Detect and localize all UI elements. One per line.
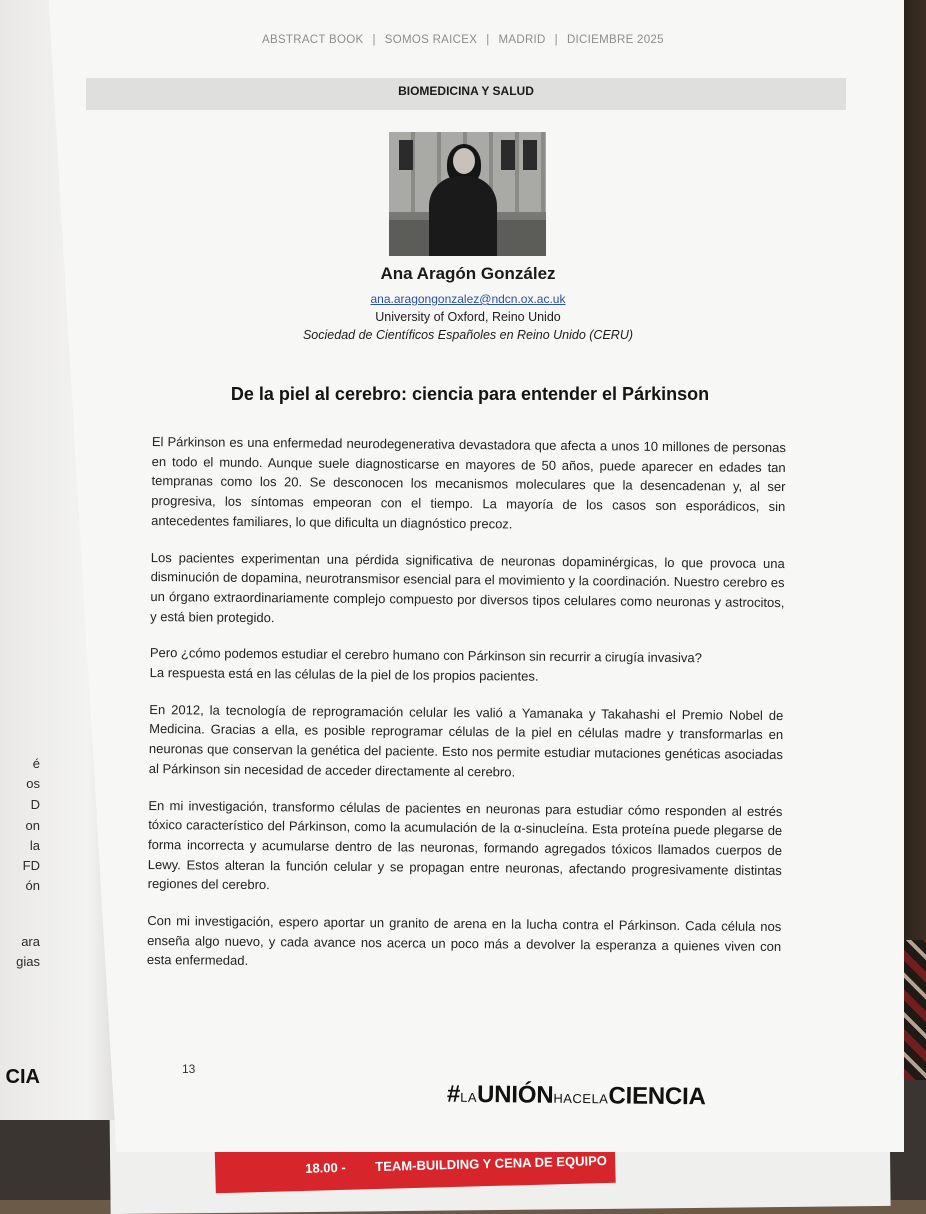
author-institution: University of Oxford, Reino Unido: [375, 310, 561, 324]
header-item: SOMOS RAICEX: [384, 34, 478, 46]
article-paragraph: En 2012, la tecnología de reprogramación celular les valió a Yamanaka y Takahashi el Premio Nobel de Medicina. Gracias a ella, es posible reprogramar células de la piel en células madre y transformarlas en neuronas que conservan la genética del paciente. Esto nos permite estudiar mutaciones genéticas asociadas al Párkinson sin necesidad de acceder directamente al cerebro.: [148, 701, 784, 780]
photo-window: [399, 140, 413, 170]
author-email-link[interactable]: ana.aragongonzalez@ndcn.ox.ac.uk: [370, 292, 566, 306]
photo-window: [501, 140, 515, 170]
header-item: DICIEMBRE 2025: [566, 34, 664, 46]
left-page-fragment: ón: [25, 878, 40, 893]
left-page-fragment: FD: [22, 858, 40, 873]
section-title: BIOMEDICINA Y SALUD: [398, 84, 534, 98]
article-paragraph: La respuesta está en las células de la piel de los propios pacientes.: [149, 665, 539, 684]
left-page-fragment: la: [29, 838, 40, 853]
left-page-hashtag-fragment: CIA: [5, 1066, 40, 1088]
hashtag-hace: HACE: [553, 1090, 592, 1107]
left-page-fragment: gias: [16, 954, 40, 969]
article-title: De la piel al cerebro: ciencia para entender el Párkinson: [230, 384, 710, 404]
header-item: MADRID: [498, 34, 546, 46]
author-name: Ana Aragón González: [380, 264, 556, 283]
header-item: ABSTRACT BOOK: [262, 34, 364, 46]
header-separator: |: [372, 34, 376, 46]
hashtag-ciencia: CIENCIA: [608, 1082, 706, 1111]
article-paragraph: Pero ¿cómo podemos estudiar el cerebro humano con Párkinson sin recurrir a cirugía invasiva?: [149, 645, 702, 666]
hashtag-logo: [447, 1081, 706, 1112]
photo-person-body: [429, 176, 497, 256]
photo-person-face: [453, 148, 475, 174]
article-body: [147, 432, 786, 993]
article-paragraph: Los pacientes experimentan una pérdida significativa de neuronas dopaminérgicas, lo que provoca una disminución de dopamina, neurotransmisor esencial para el movimiento y la coordinación. Nuestro cerebro es un órgano extraordinariamente complejo compuesto por diversos tipos celulares como neuronas y astrocitos, y está bien protegido.: [150, 549, 785, 625]
left-page-fragment: ara: [21, 934, 40, 949]
hashtag-hash: #: [446, 1080, 461, 1108]
schedule-event: TEAM-BUILDING Y CENA DE EQUIPO: [375, 1152, 608, 1175]
header-separator: |: [554, 34, 558, 46]
running-header: [262, 34, 672, 46]
hashtag-la: LA: [591, 1091, 609, 1107]
hashtag-la: LA: [460, 1089, 478, 1105]
left-page-fragment: é: [32, 756, 40, 771]
author-photo: [389, 132, 546, 256]
schedule-time: 18.00 -: [305, 1159, 346, 1176]
author-society: Sociedad de Científicos Españoles en Reino Unido (CERU): [302, 328, 634, 342]
page-number: 13: [182, 1062, 196, 1076]
left-page-fragment: on: [25, 818, 40, 833]
article-paragraph: Con mi investigación, espero aportar un granito de arena en la lucha contra el Párkinson. Cada célula nos enseña algo nuevo, y cada avance nos acerca un poco más a devolver la esperanza a quienes viven con esta enfermedad.: [146, 913, 782, 969]
photo-window: [523, 140, 537, 170]
article-paragraph: En mi investigación, transformo células de pacientes en neuronas para estudiar cómo responden al estrés tóxico característico del Párkinson, como la acumulación de la α-sinucleína. Esta proteína puede plegarse de forma incorrecta y acumularse dentro de las neuronas, formando agregados tóxicos llamados cuerpos de Lewy. Estos alteran la función celular y se propagan entre neuronas, afectando progresivamente distintas regiones del cerebro.: [147, 797, 783, 893]
hashtag-union: UNIÓN: [476, 1080, 554, 1109]
article-paragraph: El Párkinson es una enfermedad neurodegenerativa devastadora que afecta a unos 10 millones de personas en todo el mundo. Aunque suele diagnosticarse en mayores de 50 años, puede aparecer en edades tan tempranas como los 20. Se desconocen los mecanismos moleculares que la desencadenan y, al ser progresiva, los síntomas empeoran con el tiempo. La mayoría de los casos son esporádicos, sin antecedentes familiares, lo que dificulta un diagnóstico precoz.: [151, 433, 786, 532]
header-separator: |: [486, 34, 490, 46]
left-page-fragment: os: [26, 776, 40, 791]
left-page-fragment: D: [30, 797, 40, 812]
